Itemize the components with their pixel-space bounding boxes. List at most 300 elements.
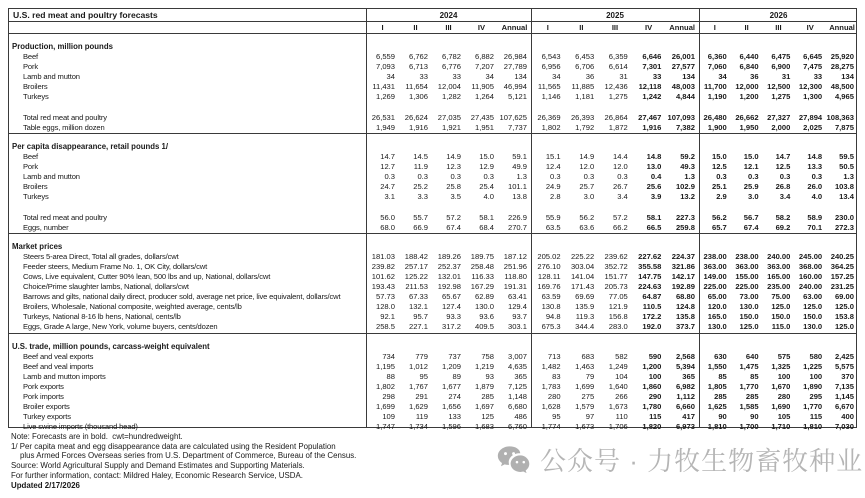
table-cell: 67.4 bbox=[446, 222, 461, 232]
table-cell: 6,559 bbox=[375, 52, 395, 62]
table-cell: 34 bbox=[485, 72, 494, 82]
table-cell: 26,393 bbox=[570, 112, 595, 122]
table-cell: 252.37 bbox=[437, 261, 461, 271]
table-row bbox=[9, 292, 856, 302]
table-cell: 291 bbox=[415, 392, 428, 401]
table-cell: 1,181 bbox=[575, 92, 595, 102]
table-cell: 66.5 bbox=[646, 222, 662, 232]
table-cell: 7,737 bbox=[507, 122, 527, 132]
table-cell: 6,660 bbox=[675, 402, 695, 412]
table-cell: 12.0 bbox=[579, 162, 595, 172]
table-cell: 224.63 bbox=[638, 282, 662, 292]
table-cell: 7,207 bbox=[474, 62, 494, 72]
table-cell: 36 bbox=[585, 72, 595, 82]
table-cell: 713 bbox=[547, 351, 561, 361]
table-cell: 1,628 bbox=[541, 402, 561, 412]
table-section bbox=[9, 234, 856, 334]
table-cell: 94.8 bbox=[545, 312, 561, 322]
table-cell: 205.73 bbox=[604, 282, 628, 292]
table-cell: 27,789 bbox=[503, 62, 527, 72]
table-cell: 211.53 bbox=[405, 282, 428, 292]
table-cell: 26,864 bbox=[604, 112, 628, 122]
table-cell: 5,121 bbox=[507, 92, 527, 102]
quarter-header-2024-IV: IV bbox=[477, 23, 486, 32]
table-cell: 25.9 bbox=[743, 182, 759, 192]
table-cell: 409.5 bbox=[474, 322, 494, 332]
table-cell: 181.03 bbox=[371, 251, 395, 261]
table-cell: 25.4 bbox=[479, 182, 494, 192]
table-cell: 0.3 bbox=[384, 172, 395, 182]
table-cell: 0.3 bbox=[583, 172, 595, 182]
table-cell: 355.58 bbox=[638, 261, 662, 271]
table-cell: 630 bbox=[714, 351, 727, 361]
table-cell: 69.2 bbox=[775, 222, 791, 232]
table-cell: 169.76 bbox=[537, 282, 561, 292]
table-cell: 59.1 bbox=[512, 151, 527, 161]
year-header-2026: 2026 bbox=[769, 10, 788, 20]
table-cell: 14.4 bbox=[613, 151, 628, 161]
table-cell: 1,264 bbox=[474, 92, 494, 102]
table-cell: 1,802 bbox=[541, 122, 561, 132]
table-cell: 1,463 bbox=[575, 361, 595, 371]
table-cell: 0.3 bbox=[483, 172, 494, 182]
table-cell: 12,300 bbox=[798, 82, 823, 92]
table-cell: 1,195 bbox=[375, 361, 395, 371]
table-row bbox=[9, 113, 856, 123]
table-section bbox=[9, 134, 856, 234]
table-cell: 79 bbox=[585, 371, 595, 381]
table-cell: 6,973 bbox=[675, 422, 695, 432]
table-cell: 69.00 bbox=[834, 292, 854, 302]
table-cell: 14.7 bbox=[775, 151, 791, 161]
table-cell: 70.1 bbox=[807, 222, 823, 232]
table-cell: 151.77 bbox=[604, 271, 628, 281]
table-cell: 1,200 bbox=[739, 92, 759, 102]
table-row bbox=[9, 402, 856, 412]
quarter-header-2026-Annual: Annual bbox=[829, 23, 855, 32]
table-cell: 36 bbox=[750, 72, 759, 82]
table-cell: 28,275 bbox=[830, 62, 854, 72]
table-cell: 580 bbox=[809, 351, 823, 361]
table-cell: 3.3 bbox=[417, 192, 428, 202]
table-cell: 125.0 bbox=[739, 322, 759, 332]
quarter-header-2025-III: III bbox=[611, 23, 619, 32]
table-cell: 227.3 bbox=[675, 212, 695, 222]
table-cell: 31 bbox=[781, 72, 791, 82]
table-cell: 120.0 bbox=[707, 302, 727, 312]
table-cell: 110.5 bbox=[642, 302, 662, 312]
table-cell: 6,670 bbox=[834, 402, 854, 412]
quarter-header-2026-I: I bbox=[713, 23, 716, 32]
table-cell: 12.4 bbox=[545, 162, 561, 172]
year-header-2024: 2024 bbox=[439, 10, 458, 20]
table-cell: 285 bbox=[714, 392, 727, 401]
table-cell: 26,001 bbox=[671, 52, 695, 62]
table-cell: 56.0 bbox=[380, 212, 395, 222]
table-cell: 11,905 bbox=[471, 82, 494, 92]
table-cell: 1,683 bbox=[474, 422, 494, 432]
footnote-line: plus Armed Forces Overseas series from U.S. Department of Commerce, Bureau of the Census. bbox=[20, 451, 357, 461]
footnotes bbox=[11, 432, 356, 490]
table-row bbox=[9, 192, 856, 202]
table-row bbox=[9, 312, 856, 322]
quarter-header-2025-IV: IV bbox=[644, 23, 653, 32]
table-row bbox=[9, 322, 856, 332]
table-cell: 0.3 bbox=[617, 172, 628, 182]
table-cell: 193.43 bbox=[371, 282, 395, 292]
table-cell: 14.5 bbox=[413, 151, 428, 161]
table-cell: 15.0 bbox=[711, 151, 727, 161]
table-cell: 238.00 bbox=[703, 251, 727, 261]
table-cell: 85 bbox=[750, 371, 759, 381]
table-cell: 225.00 bbox=[703, 282, 727, 292]
table-cell: 130.0 bbox=[739, 302, 759, 312]
row-label: Lamb and mutton imports bbox=[23, 371, 106, 381]
table-cell: 11,431 bbox=[372, 82, 395, 92]
table-cell: 272.3 bbox=[834, 222, 854, 232]
table-cell: 7,135 bbox=[834, 381, 854, 391]
table-row bbox=[9, 282, 856, 292]
table-cell: 26,624 bbox=[404, 112, 428, 122]
table-cell: 1,697 bbox=[474, 402, 494, 412]
table-cell: 56.7 bbox=[743, 212, 759, 222]
table-cell: 3.1 bbox=[384, 192, 395, 202]
table-cell: 155.00 bbox=[735, 271, 759, 281]
table-cell: 1,747 bbox=[375, 422, 395, 432]
table-cell: 95.7 bbox=[413, 312, 428, 322]
table-cell: 115 bbox=[809, 412, 823, 422]
table-cell: 11,885 bbox=[571, 82, 595, 92]
table-cell: 0.4 bbox=[650, 172, 662, 182]
table-cell: 134 bbox=[841, 72, 854, 82]
table-cell: 6,956 bbox=[541, 62, 561, 72]
table-cell: 1,700 bbox=[739, 422, 759, 432]
table-cell: 303.1 bbox=[507, 322, 527, 332]
table-cell: 65.7 bbox=[711, 222, 727, 232]
table-cell: 26,480 bbox=[703, 112, 727, 122]
row-label: Beef and veal exports bbox=[23, 351, 94, 361]
table-cell: 0.3 bbox=[450, 172, 461, 182]
table-cell: 0.3 bbox=[779, 172, 791, 182]
table-cell: 1,872 bbox=[608, 122, 628, 132]
table-cell: 189.75 bbox=[470, 251, 494, 261]
table-cell: 125.0 bbox=[803, 302, 823, 312]
table-cell: 107,093 bbox=[667, 112, 695, 122]
table-cell: 1,860 bbox=[642, 381, 662, 391]
table-cell: 150.0 bbox=[739, 312, 759, 322]
quarter-header-2024-I: I bbox=[381, 23, 384, 32]
table-cell: 4.0 bbox=[811, 192, 823, 202]
table-cell: 14.9 bbox=[579, 151, 595, 161]
table-cell: 368.00 bbox=[798, 261, 823, 271]
table-cell: 1,146 bbox=[541, 92, 561, 102]
table-cell: 125.22 bbox=[404, 271, 428, 281]
footnote-line: 1/ Per capita meat and egg disappearance data are calculated using the Resident Population bbox=[11, 441, 336, 451]
table-cell: 7,093 bbox=[375, 62, 395, 72]
table-cell: 373.7 bbox=[675, 322, 695, 332]
quarter-header-2026-IV: IV bbox=[806, 23, 814, 32]
table-cell: 150.0 bbox=[803, 312, 823, 322]
table-cell: 26.8 bbox=[775, 182, 791, 192]
table-cell: 55.9 bbox=[545, 212, 561, 222]
table-cell: 238.00 bbox=[735, 251, 759, 261]
table-cell: 640 bbox=[745, 351, 759, 361]
table-cell: 1,810 bbox=[707, 422, 727, 432]
table-cell: 68.4 bbox=[479, 222, 494, 232]
table-cell: 134 bbox=[514, 72, 527, 82]
quarter-header-2026-III: III bbox=[775, 23, 782, 32]
table-cell: 27,577 bbox=[671, 62, 695, 72]
table-cell: 251.96 bbox=[503, 261, 527, 271]
forecast-table bbox=[8, 8, 857, 432]
table-cell: 3.0 bbox=[583, 192, 595, 202]
table-cell: 14.9 bbox=[446, 151, 461, 161]
footnote-line: Note: Forecasts are in bold. cwt=hundredweight. bbox=[11, 432, 183, 441]
table-cell: 225.22 bbox=[570, 251, 595, 261]
table-cell: 15.0 bbox=[479, 151, 494, 161]
table-cell: 295 bbox=[809, 392, 823, 401]
table-cell: 58.1 bbox=[479, 212, 494, 222]
table-cell: 363.00 bbox=[767, 261, 791, 271]
table-cell: 58.1 bbox=[646, 212, 662, 222]
table-cell: 1,774 bbox=[541, 422, 561, 432]
table-cell: 1,921 bbox=[441, 122, 461, 132]
table-cell: 119 bbox=[415, 412, 428, 422]
table-cell: 69.69 bbox=[575, 292, 595, 302]
table-cell: 46,994 bbox=[503, 82, 527, 92]
table-cell: 25.8 bbox=[446, 182, 461, 192]
table-cell: 230.0 bbox=[834, 212, 854, 222]
table-cell: 67.33 bbox=[408, 292, 428, 302]
table-cell: 125.0 bbox=[834, 322, 854, 332]
table-cell: 779 bbox=[415, 351, 428, 361]
table-cell: 257.17 bbox=[404, 261, 428, 271]
table-cell: 365 bbox=[682, 371, 695, 381]
table-cell: 57.73 bbox=[375, 292, 395, 302]
table-cell: 276.10 bbox=[537, 261, 561, 271]
table-row bbox=[9, 123, 856, 133]
table-cell: 1,325 bbox=[771, 361, 791, 371]
table-cell: 1,585 bbox=[739, 402, 759, 412]
table-cell: 1,112 bbox=[676, 392, 695, 401]
table-cell: 5,575 bbox=[834, 361, 854, 371]
table-cell: 58.2 bbox=[775, 212, 791, 222]
table-cell: 128.0 bbox=[375, 302, 395, 312]
table-cell: 57.2 bbox=[446, 212, 461, 222]
table-cell: 101.1 bbox=[507, 182, 527, 192]
table-cell: 150.0 bbox=[771, 312, 791, 322]
section-header: U.S. trade, million pounds, carcass-weight equivalent bbox=[12, 341, 210, 351]
table-cell: 13.2 bbox=[680, 192, 695, 202]
table-cell: 4,965 bbox=[834, 92, 854, 102]
table-cell: 153.8 bbox=[834, 312, 854, 322]
table-cell: 116.33 bbox=[471, 271, 494, 281]
table-cell: 68.80 bbox=[675, 292, 695, 302]
table-cell: 2.9 bbox=[716, 192, 727, 202]
table-cell: 758 bbox=[481, 351, 494, 361]
table-cell: 6,762 bbox=[408, 52, 428, 62]
table-cell: 77.05 bbox=[608, 292, 628, 302]
table-cell: 12.1 bbox=[743, 162, 759, 172]
table-cell: 1,767 bbox=[408, 381, 428, 391]
table-cell: 0.3 bbox=[811, 172, 823, 182]
table-cell: 135.8 bbox=[675, 312, 695, 322]
row-label: Table eggs, million dozen bbox=[23, 122, 105, 132]
table-cell: 167.29 bbox=[470, 282, 494, 292]
table-cell: 93.3 bbox=[446, 312, 461, 322]
quarter-header-2026-II: II bbox=[744, 23, 749, 32]
table-cell: 65.00 bbox=[707, 292, 727, 302]
table-cell: 12.9 bbox=[479, 162, 494, 172]
table-cell: 101.62 bbox=[371, 271, 395, 281]
table-cell: 24.7 bbox=[380, 182, 395, 192]
table-cell: 1,550 bbox=[707, 361, 727, 371]
table-cell: 165.00 bbox=[767, 271, 791, 281]
table-cell: 50.5 bbox=[839, 162, 854, 172]
updated-date: Updated 2/17/2026 bbox=[11, 480, 80, 490]
table-cell: 7,382 bbox=[675, 122, 695, 132]
table-row bbox=[9, 362, 856, 372]
table-cell: 344.4 bbox=[575, 322, 595, 332]
table-cell: 400 bbox=[841, 412, 854, 422]
table-cell: 15.1 bbox=[545, 151, 561, 161]
table-cell: 280 bbox=[547, 392, 561, 401]
table-cell: 6,982 bbox=[675, 381, 695, 391]
row-label: Lamb and mutton bbox=[23, 72, 80, 82]
table-cell: 1,200 bbox=[642, 361, 662, 371]
table-cell: 590 bbox=[648, 351, 662, 361]
table-cell: 12.0 bbox=[613, 162, 628, 172]
table-cell: 24.9 bbox=[545, 182, 561, 192]
row-label: Turkeys bbox=[23, 92, 49, 102]
footnote-line: For further information, contact: Mildred Haley, Economic Research Service, USDA. bbox=[11, 470, 303, 480]
table-cell: 239.82 bbox=[371, 261, 395, 271]
table-cell: 1,900 bbox=[707, 122, 727, 132]
table-cell: 14.8 bbox=[646, 151, 662, 161]
table-cell: 6,782 bbox=[441, 52, 461, 62]
table-cell: 125 bbox=[481, 412, 494, 422]
table-cell: 93.6 bbox=[479, 312, 494, 322]
table-cell: 26.7 bbox=[613, 182, 628, 192]
table-cell: 13.4 bbox=[839, 192, 854, 202]
table-cell: 1,242 bbox=[642, 92, 662, 102]
table-cell: 1,770 bbox=[739, 381, 759, 391]
table-cell: 63.6 bbox=[579, 222, 595, 232]
table-cell: 100 bbox=[809, 371, 823, 381]
table-cell: 192.89 bbox=[671, 282, 695, 292]
table-cell: 285 bbox=[745, 392, 759, 401]
row-label: Beef bbox=[23, 52, 39, 62]
table-cell: 189.26 bbox=[437, 251, 461, 261]
table-cell: 12,000 bbox=[735, 82, 759, 92]
table-cell: 63.41 bbox=[507, 292, 527, 302]
table-cell: 3.0 bbox=[748, 192, 759, 202]
table-cell: 365 bbox=[514, 371, 527, 381]
table-row bbox=[9, 262, 856, 272]
table-cell: 582 bbox=[615, 351, 628, 361]
table-cell: 1,699 bbox=[575, 381, 595, 391]
table-cell: 93.7 bbox=[512, 312, 527, 322]
row-label: Cows, Live equivalent, Cutter 90% lean, 500 lbs and up, National, dollars/cwt bbox=[23, 271, 271, 281]
table-cell: 49.9 bbox=[512, 162, 527, 172]
table-cell: 3,007 bbox=[507, 351, 527, 361]
spacer-row bbox=[9, 103, 856, 113]
table-cell: 66.2 bbox=[613, 222, 628, 232]
table-cell: 90 bbox=[750, 412, 759, 422]
table-cell: 7,875 bbox=[834, 122, 854, 132]
table-row bbox=[9, 72, 856, 82]
table-cell: 25.1 bbox=[711, 182, 727, 192]
row-label: Broilers bbox=[23, 82, 48, 92]
table-cell: 48,003 bbox=[671, 82, 695, 92]
table-cell: 130.0 bbox=[474, 302, 494, 312]
table-cell: 7,125 bbox=[507, 381, 527, 391]
quarter-header-2024-Annual: Annual bbox=[501, 23, 528, 32]
table-cell: 26,662 bbox=[735, 112, 759, 122]
table-cell: 1,820 bbox=[642, 422, 662, 432]
table-cell: 27,035 bbox=[437, 112, 461, 122]
table-cell: 225.00 bbox=[735, 282, 759, 292]
table-cell: 1,656 bbox=[441, 402, 461, 412]
table-cell: 11,700 bbox=[703, 82, 727, 92]
table-cell: 5,394 bbox=[675, 361, 695, 371]
table-cell: 1,802 bbox=[375, 381, 395, 391]
table-cell: 1,282 bbox=[441, 92, 461, 102]
table-cell: 1,275 bbox=[608, 92, 628, 102]
table-cell: 125.0 bbox=[771, 302, 791, 312]
table-cell: 104 bbox=[615, 371, 628, 381]
table-cell: 1,734 bbox=[408, 422, 428, 432]
table-cell: 6,440 bbox=[739, 52, 759, 62]
table-cell: 83 bbox=[552, 371, 561, 381]
table-cell: 1,012 bbox=[408, 361, 428, 371]
table-cell: 274 bbox=[448, 392, 461, 401]
table-cell: 89 bbox=[452, 371, 461, 381]
table-cell: 15.0 bbox=[743, 151, 759, 161]
row-label: Steers 5-area Direct, Total all grades, dollars/cwt bbox=[23, 251, 179, 261]
table-cell: 63.5 bbox=[545, 222, 561, 232]
footnote-line: Source: World Agricultural Supply and Demand Estimates and Supporting Materials. bbox=[11, 461, 305, 471]
table-cell: 12.3 bbox=[446, 162, 461, 172]
table-cell: 2,000 bbox=[771, 122, 791, 132]
table-cell: 370 bbox=[841, 371, 854, 381]
table-cell: 27,435 bbox=[470, 112, 494, 122]
table-cell: 1,219 bbox=[474, 361, 494, 371]
table-cell: 7,060 bbox=[707, 62, 727, 72]
table-cell: 13.3 bbox=[807, 162, 823, 172]
table-cell: 734 bbox=[382, 351, 395, 361]
table-cell: 235.00 bbox=[767, 282, 791, 292]
table-cell: 14.8 bbox=[807, 151, 823, 161]
table-cell: 95 bbox=[552, 412, 561, 422]
table-row bbox=[9, 382, 856, 392]
table-cell: 4.0 bbox=[483, 192, 494, 202]
table-cell: 6,882 bbox=[474, 52, 494, 62]
table-cell: 13.0 bbox=[646, 162, 662, 172]
table-cell: 14.7 bbox=[380, 151, 395, 161]
table-cell: 33 bbox=[452, 72, 461, 82]
table-cell: 6,680 bbox=[507, 402, 527, 412]
table-cell: 224.37 bbox=[671, 251, 695, 261]
table-cell: 26,531 bbox=[371, 112, 395, 122]
table-cell: 6,713 bbox=[408, 62, 428, 72]
table-cell: 68.0 bbox=[380, 222, 395, 232]
table-row bbox=[9, 223, 856, 233]
row-label: Choice/Prime slaughter lambs, National, dollars/cwt bbox=[23, 282, 189, 292]
table-row bbox=[9, 302, 856, 312]
table-cell: 134 bbox=[682, 72, 695, 82]
table-cell: 115.0 bbox=[771, 322, 791, 332]
